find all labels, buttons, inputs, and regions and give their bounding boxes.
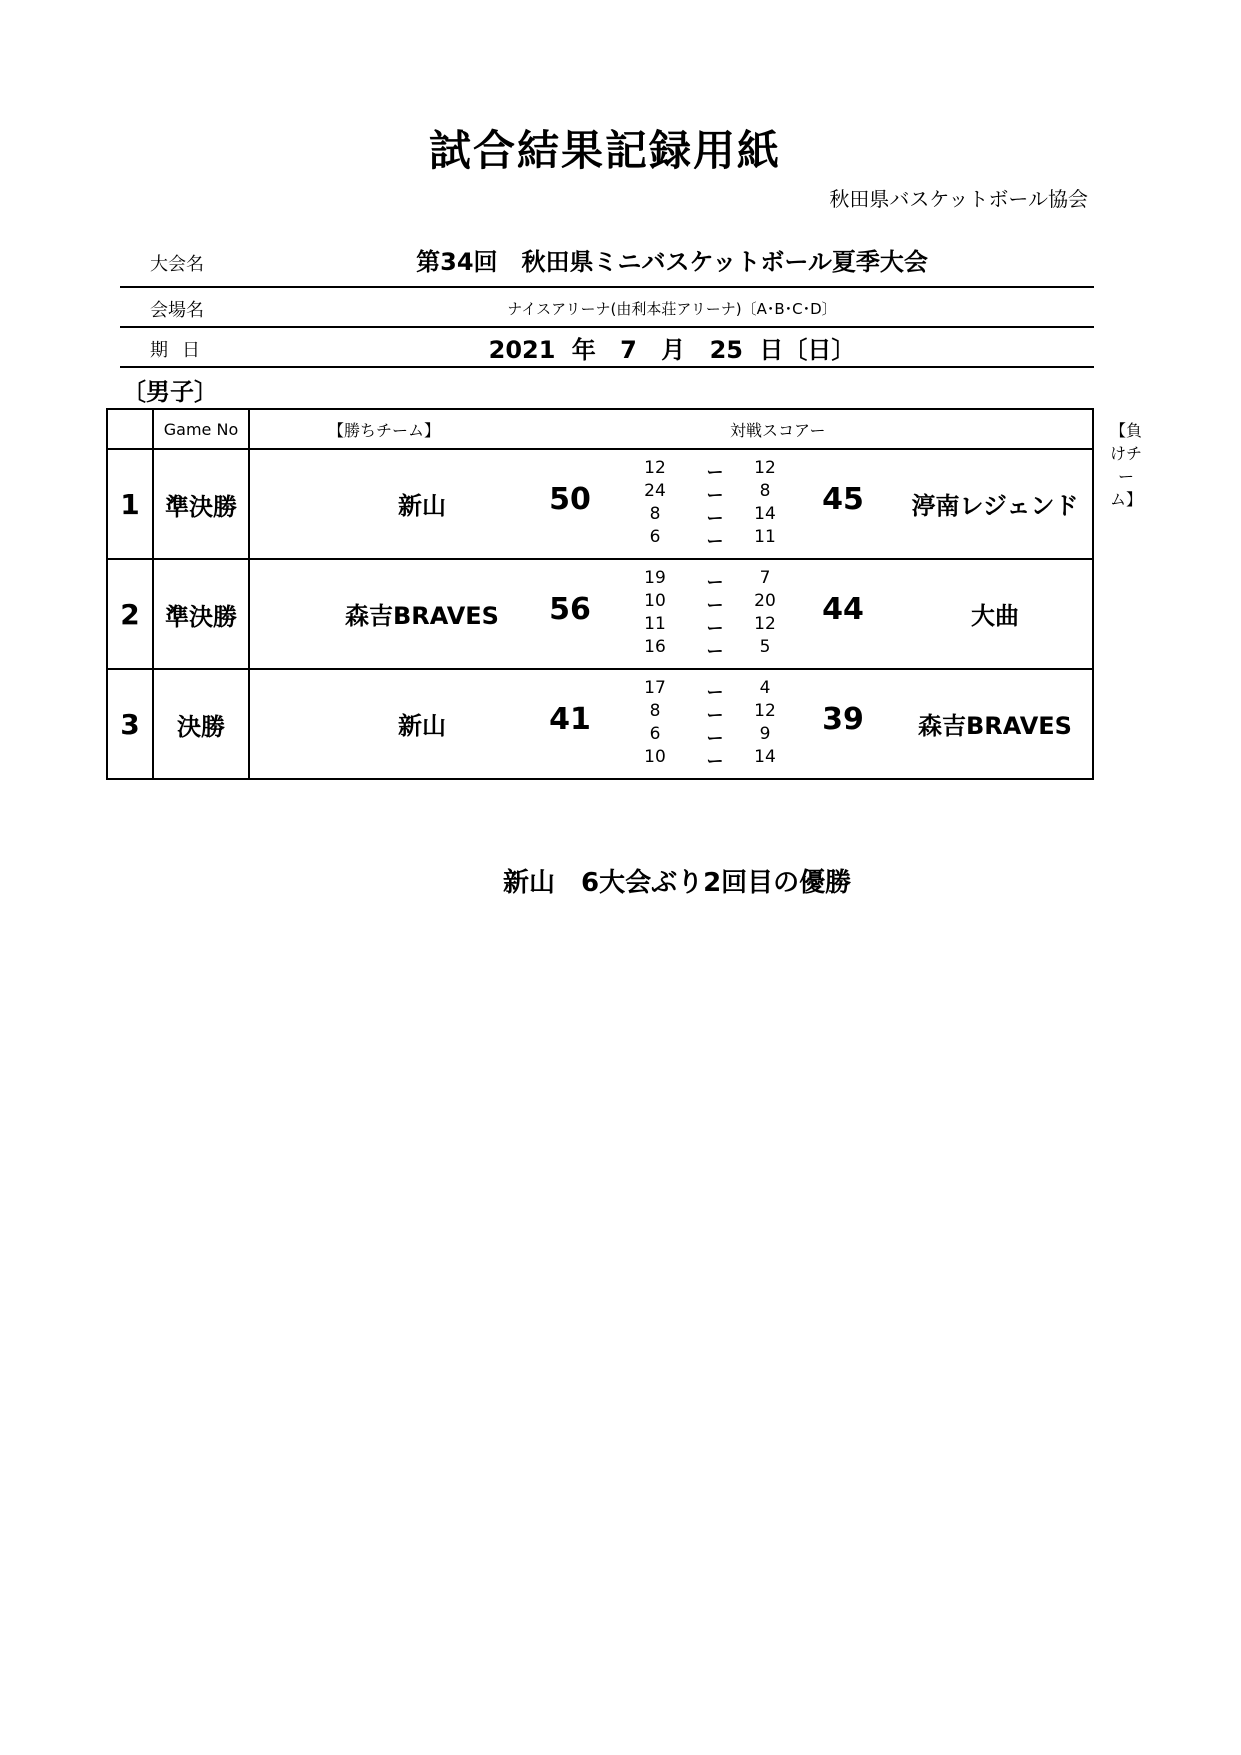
- quarter-winner-score: 16: [644, 637, 666, 657]
- winner-total-score: 56: [549, 592, 591, 627]
- date-value: [250, 330, 1094, 365]
- results-table: [106, 408, 1143, 780]
- winner-total-score: 41: [549, 702, 591, 737]
- date-year: 2021: [488, 336, 556, 364]
- quarter-loser-score: 14: [754, 504, 776, 524]
- quarter-dash: ー: [706, 463, 724, 483]
- header-loser: 【負けチーム】: [1110, 421, 1143, 509]
- game-detail-cell: [249, 449, 1093, 559]
- quarter-row: [590, 747, 830, 770]
- game-detail-cell: [249, 669, 1093, 779]
- date-month: 7: [620, 336, 637, 364]
- date-day: 25: [709, 336, 743, 364]
- venue-row: [120, 288, 1094, 328]
- quarter-loser-score: 5: [759, 637, 771, 657]
- quarter-dash: ー: [706, 573, 724, 593]
- quarter-winner-score: 10: [644, 747, 666, 767]
- quarter-dash: ー: [706, 752, 724, 772]
- table-header-row: [107, 409, 1093, 449]
- quarter-loser-score: 9: [759, 724, 771, 744]
- loser-team: 渟南レジェンド: [911, 492, 1079, 520]
- footer-note: 新山 6大会ぶり2回目の優勝: [503, 868, 852, 898]
- quarter-winner-score: 8: [649, 504, 661, 524]
- quarter-winner-score: 6: [649, 724, 661, 744]
- loser-total-score: 45: [822, 482, 864, 517]
- quarter-row: [590, 527, 830, 550]
- date-year-unit: 年: [571, 336, 596, 364]
- header-game-no: Game No: [153, 409, 249, 449]
- quarter-row: [590, 568, 830, 591]
- venue-name: ナイスアリーナ(由利本荘アリーナ)〔A･B･C･D〕: [507, 300, 837, 318]
- quarter-winner-score: 6: [649, 527, 661, 547]
- game-row: [107, 669, 1093, 779]
- venue-label: 会場名: [150, 300, 204, 321]
- quarter-winner-score: 24: [644, 481, 666, 501]
- quarter-winner-score: 12: [644, 458, 666, 478]
- document-title: 試合結果記録用紙: [428, 126, 781, 175]
- quarter-loser-score: 12: [754, 614, 776, 634]
- quarter-loser-score: 14: [754, 747, 776, 767]
- loser-team: 大曲: [971, 602, 1019, 630]
- section-label: 〔男子〕: [122, 378, 218, 406]
- game-number: 2: [107, 559, 153, 669]
- quarter-dash: ー: [706, 532, 724, 552]
- game-round: 準決勝: [153, 449, 249, 559]
- header-number-cell: [107, 409, 153, 449]
- quarter-loser-score: 4: [759, 678, 771, 698]
- game-detail-cell: [249, 559, 1093, 669]
- loser-team: 森吉BRAVES: [918, 712, 1072, 740]
- quarter-loser-score: 12: [754, 701, 776, 721]
- date-month-unit: 月: [661, 336, 686, 364]
- header-winner: 【勝ちチーム】: [328, 421, 441, 440]
- quarter-row: [590, 458, 830, 481]
- quarter-winner-score: 17: [644, 678, 666, 698]
- quarter-winner-score: 19: [644, 568, 666, 588]
- quarter-dash: ー: [706, 729, 724, 749]
- game-number: 3: [107, 669, 153, 779]
- winner-team: 新山: [398, 712, 446, 740]
- game-round: 決勝: [153, 669, 249, 779]
- quarter-dash: ー: [706, 683, 724, 703]
- winner-team: 新山: [398, 492, 446, 520]
- quarter-dash: ー: [706, 596, 724, 616]
- tournament-name: 第34回 秋田県ミニバスケットボール夏季大会: [416, 248, 928, 276]
- game-row: [107, 449, 1093, 559]
- date-row: [120, 328, 1094, 368]
- quarter-winner-score: 10: [644, 591, 666, 611]
- date-label: 期日: [150, 340, 214, 361]
- winner-team: 森吉BRAVES: [345, 602, 499, 630]
- quarter-winner-score: 8: [649, 701, 661, 721]
- game-number: 1: [107, 449, 153, 559]
- quarter-loser-score: 12: [754, 458, 776, 478]
- winner-total-score: 50: [549, 482, 591, 517]
- quarter-loser-score: 11: [754, 527, 776, 547]
- date-weekday: 〔日〕: [783, 336, 856, 364]
- quarter-loser-score: 7: [759, 568, 771, 588]
- game-round: 準決勝: [153, 559, 249, 669]
- date-day-unit: 日: [759, 336, 784, 364]
- loser-total-score: 44: [822, 592, 864, 627]
- quarter-row: [590, 637, 830, 660]
- quarter-dash: ー: [706, 642, 724, 662]
- quarter-dash: ー: [706, 619, 724, 639]
- quarter-winner-score: 11: [644, 614, 666, 634]
- association-name: 秋田県バスケットボール協会: [829, 187, 1088, 211]
- quarter-loser-score: 8: [759, 481, 771, 501]
- quarter-dash: ー: [706, 706, 724, 726]
- game-row: [107, 559, 1093, 669]
- loser-total-score: 39: [822, 702, 864, 737]
- tournament-row: [120, 240, 1094, 288]
- quarter-row: [590, 678, 830, 701]
- quarter-dash: ー: [706, 486, 724, 506]
- quarter-dash: ー: [706, 509, 724, 529]
- header-score: 対戦スコアー: [730, 421, 826, 440]
- quarter-loser-score: 20: [754, 591, 776, 611]
- tournament-label: 大会名: [150, 254, 204, 275]
